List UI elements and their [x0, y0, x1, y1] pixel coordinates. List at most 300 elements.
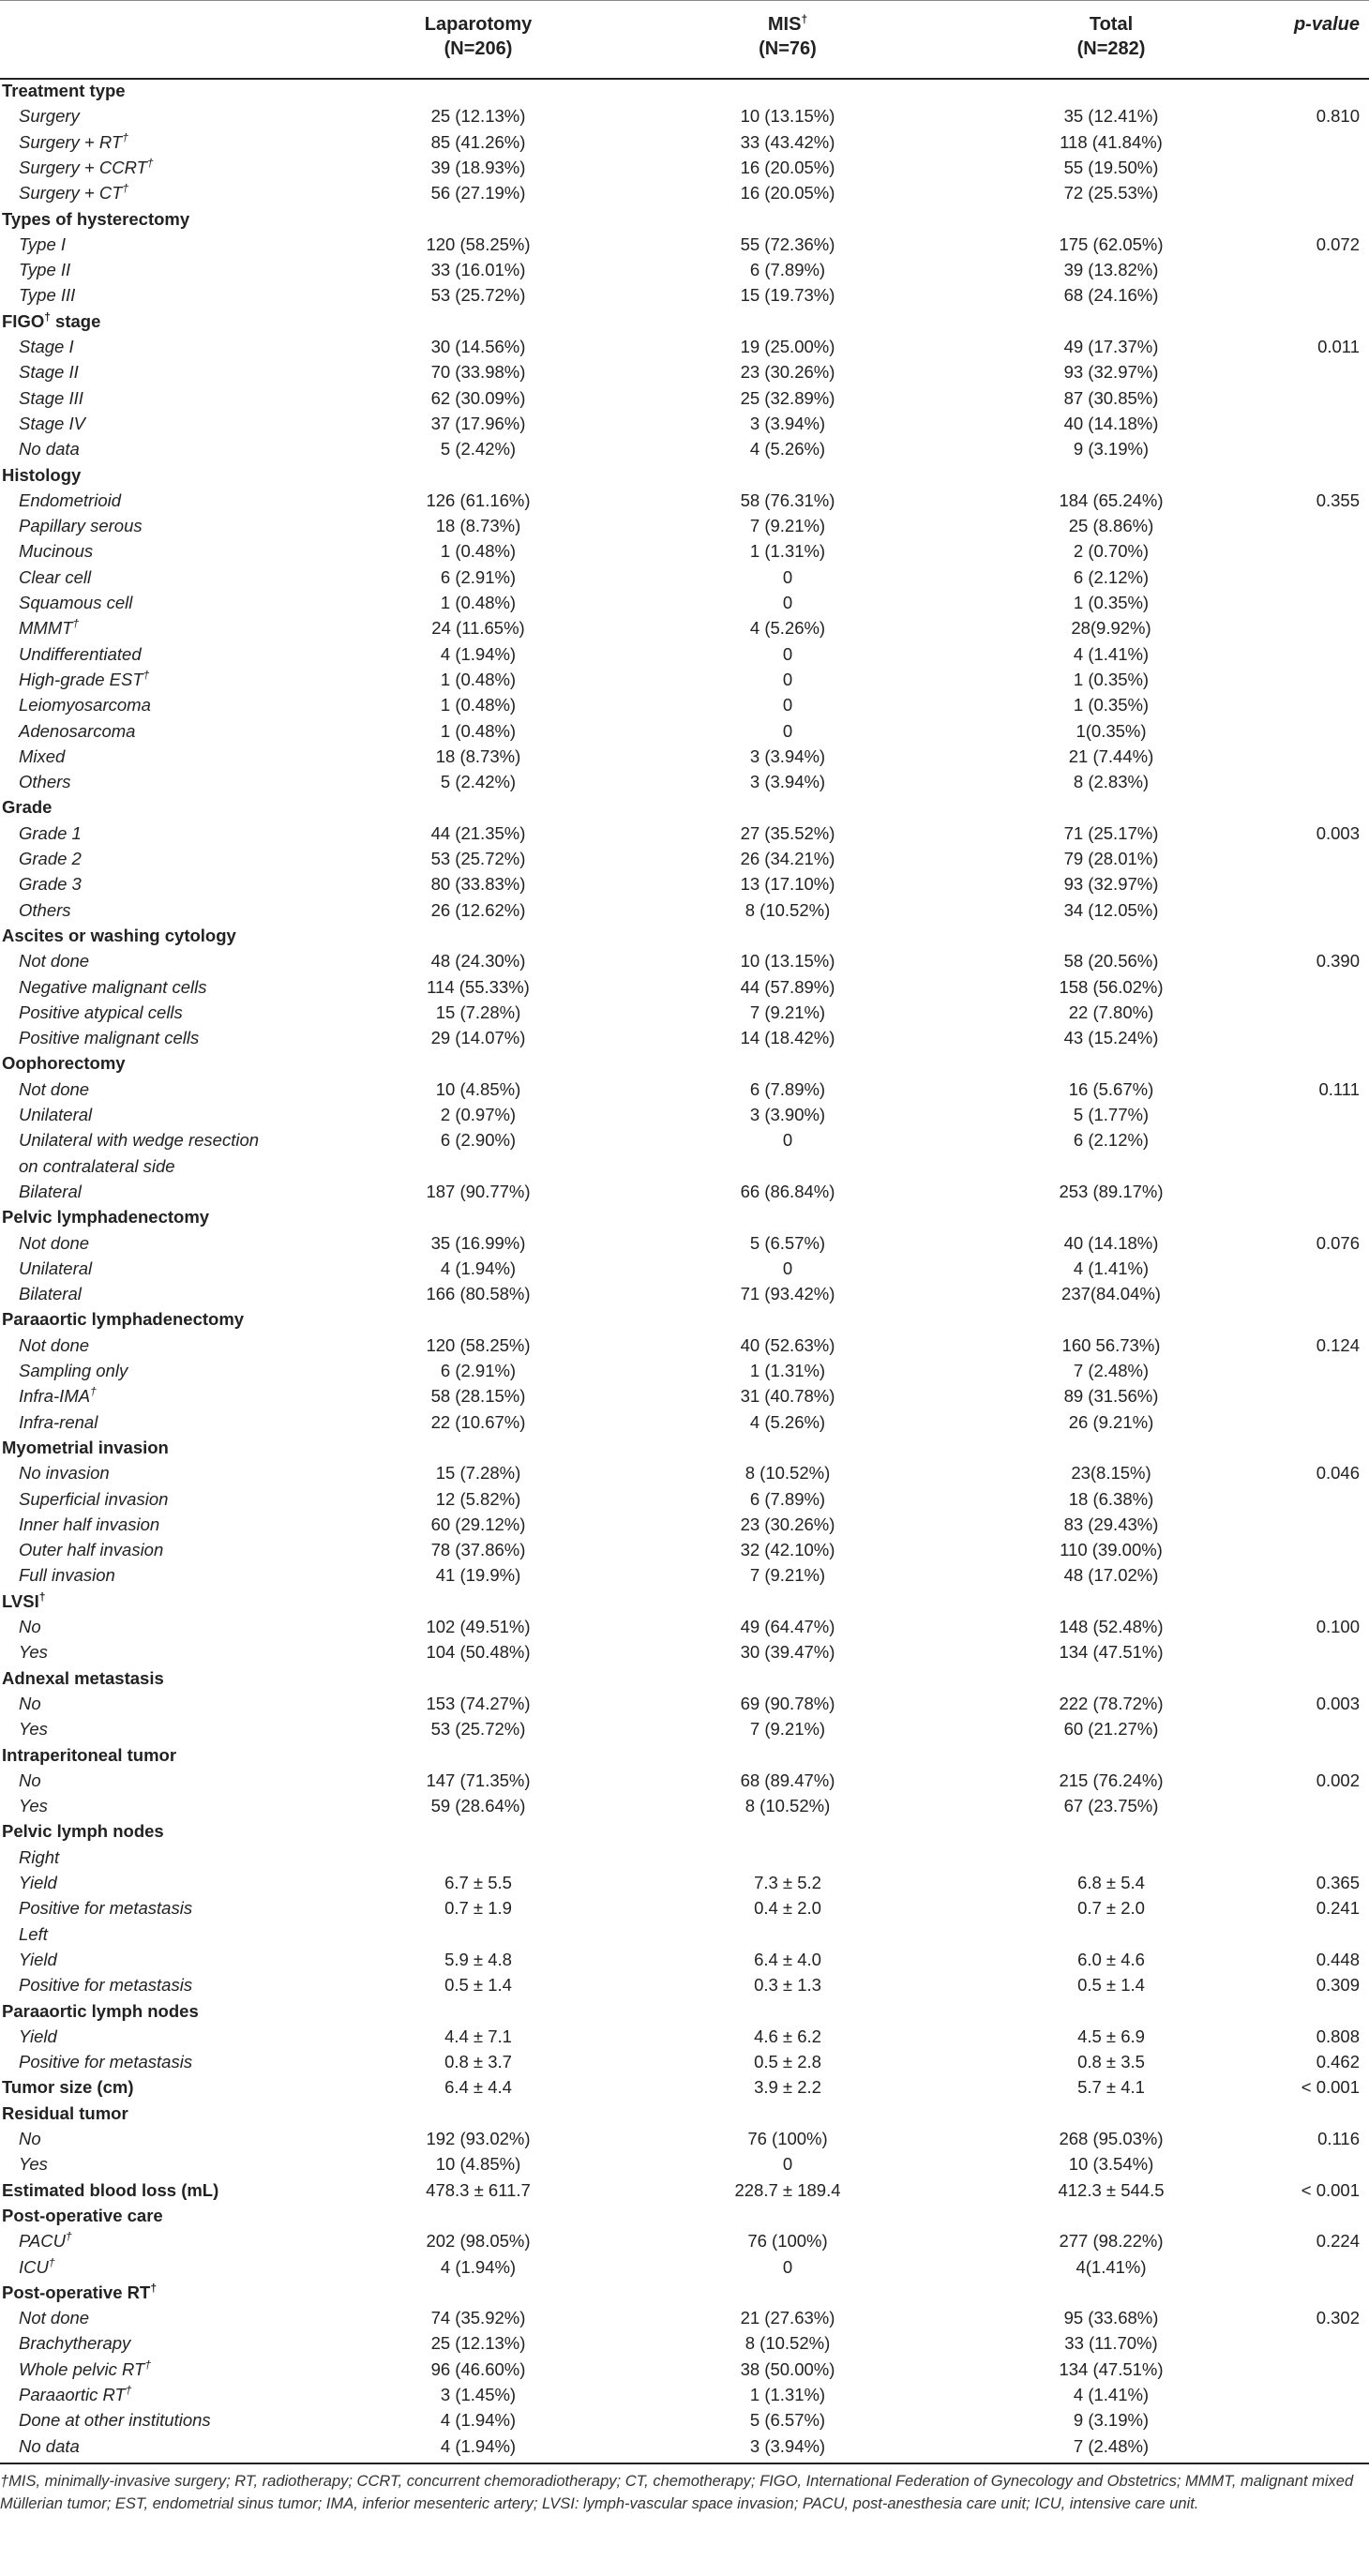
total-cell: 22 (7.80%) — [1068, 1002, 1154, 1022]
pvalue-cell: 0.003 — [1316, 1693, 1360, 1713]
dagger-mark: † — [72, 617, 80, 631]
mis-cell: 6 (7.89%) — [749, 1488, 826, 1509]
laparotomy-cell: 0.5 ± 1.4 — [444, 1975, 512, 1996]
pvalue-cell: 0.241 — [1316, 1898, 1360, 1919]
mis-cell: 4 (5.26%) — [749, 618, 826, 639]
footnote-line-2: Müllerian tumor; EST, endometrial sinus tumor; IMA, inferior mesenteric artery; LVSI: lymph-vascular space invasion; PACU, post-anesthesia care unit; ICU, intensive care unit. — [0, 2494, 1199, 2512]
laparotomy-cell: 0.8 ± 3.7 — [444, 2052, 512, 2072]
mis-cell: 40 (52.63%) — [740, 1334, 835, 1355]
laparotomy-cell: 6.7 ± 5.5 — [444, 1873, 512, 1892]
total-cell: 134 (47.51%) — [1059, 1642, 1164, 1663]
mis-cell: 21 (27.63%) — [740, 2308, 835, 2328]
row-label: Whole pelvic RT† — [19, 2358, 152, 2379]
section-label: Pelvic lymph nodes — [2, 1821, 164, 1842]
table-row — [0, 538, 1369, 564]
table-row — [0, 615, 1369, 640]
dagger-mark: † — [150, 2281, 157, 2295]
total-cell: 6.0 ± 4.6 — [1077, 1949, 1145, 1969]
mis-cell: 0 — [782, 2154, 793, 2175]
header-laparotomy — [356, 12, 600, 61]
section-row — [0, 1665, 1369, 1691]
table-row — [0, 1460, 1369, 1485]
table-row — [0, 2254, 1369, 2280]
pvalue-cell: 0.003 — [1316, 822, 1360, 843]
table-row — [0, 2357, 1369, 2382]
total-cell: 4 (1.41%) — [1073, 643, 1150, 664]
laparotomy-cell: 147 (71.35%) — [426, 1770, 531, 1790]
table-row — [0, 1921, 1369, 1947]
total-cell: 1 (0.35%) — [1073, 669, 1150, 689]
pvalue-cell: 0.365 — [1316, 1873, 1360, 1892]
pvalue-cell: 0.116 — [1317, 2129, 1360, 2148]
section-label: FIGO† stage — [2, 309, 101, 331]
laparotomy-cell: 48 (24.30%) — [430, 951, 526, 972]
row-label: Negative malignant cells — [19, 976, 207, 997]
table-row — [0, 1512, 1369, 1537]
total-cell: 148 (52.48%) — [1059, 1617, 1164, 1636]
mis-cell: 8 (10.52%) — [745, 1463, 831, 1484]
laparotomy-cell: 10 (4.85%) — [435, 2154, 521, 2175]
laparotomy-cell: 70 (33.98%) — [430, 362, 526, 383]
table-row — [0, 282, 1369, 308]
header-mis — [666, 12, 910, 61]
laparotomy-cell: 2 (0.97%) — [440, 1105, 517, 1124]
table-row — [0, 1256, 1369, 1281]
laparotomy-cell: 15 (7.28%) — [435, 1463, 521, 1484]
section-row — [0, 1998, 1369, 2024]
header-mis-label-line — [666, 12, 910, 37]
table-row — [0, 1793, 1369, 1818]
row-label: Positive for metastasis — [19, 1975, 193, 1996]
row-label: No — [19, 1693, 41, 1713]
mis-cell: 0.4 ± 2.0 — [754, 1898, 821, 1919]
table-row — [0, 2330, 1369, 2356]
table-footnote — [0, 2470, 1369, 2515]
total-cell: 55 (19.50%) — [1063, 157, 1159, 177]
section-label: Ascites or washing cytology — [2, 925, 236, 945]
header-total-n: (N=282) — [1076, 38, 1146, 59]
section-label: LVSI† — [2, 1589, 46, 1611]
table-row — [0, 1716, 1369, 1741]
total-cell: 268 (95.03%) — [1059, 2129, 1164, 2148]
total-cell: 0.8 ± 3.5 — [1077, 2052, 1145, 2072]
total-cell: 33 (11.70%) — [1064, 2333, 1158, 2354]
mis-cell: 3 (3.94%) — [749, 2435, 826, 2456]
table-row — [0, 1077, 1369, 1102]
row-label: Superficial invasion — [19, 1488, 169, 1509]
row-label: Grade 2 — [19, 849, 82, 868]
table-row — [0, 821, 1369, 846]
laparotomy-cell: 187 (90.77%) — [426, 1181, 531, 1201]
laparotomy-cell: 3 (1.45%) — [440, 2385, 517, 2404]
pvalue-cell: 0.076 — [1316, 1232, 1360, 1253]
laparotomy-cell: 6 (2.91%) — [440, 1361, 517, 1380]
row-label: Type III — [19, 285, 76, 306]
header-laparotomy-n: (N=206) — [444, 38, 513, 59]
dagger-mark: † — [48, 2255, 55, 2269]
table-row — [0, 667, 1369, 692]
mis-cell: 5 (6.57%) — [749, 2410, 826, 2431]
mis-cell: 0 — [782, 643, 793, 664]
row-label: Mixed — [19, 746, 66, 766]
section-row — [0, 1818, 1369, 1844]
total-cell: 412.3 ± 544.5 — [1058, 2179, 1165, 2200]
table-header — [0, 0, 1369, 80]
row-label: Unilateral with wedge resection — [19, 1130, 260, 1151]
pvalue-cell: 0.808 — [1316, 2026, 1360, 2046]
pvalue-cell: 0.111 — [1318, 1078, 1360, 1099]
row-label: Infra-renal — [19, 1411, 98, 1432]
mis-cell: 3 (3.90%) — [749, 1105, 826, 1124]
section-row — [0, 2280, 1369, 2305]
mis-cell: 6 (7.89%) — [749, 260, 826, 280]
total-cell: 49 (17.37%) — [1063, 337, 1159, 356]
table-row — [0, 1895, 1369, 1921]
row-label: Yield — [19, 1873, 57, 1892]
dagger-mark: † — [66, 2230, 72, 2244]
header-pvalue — [1247, 12, 1360, 37]
table-row — [0, 488, 1369, 513]
mis-cell: 3 (3.94%) — [749, 746, 826, 766]
mis-cell: 3 (3.94%) — [749, 413, 826, 433]
total-cell: 18 (6.38%) — [1068, 1488, 1154, 1509]
mis-cell: 32 (42.10%) — [740, 1540, 835, 1560]
row-label: Infra-IMA† — [19, 1385, 97, 1407]
laparotomy-cell: 4 (1.94%) — [440, 2435, 517, 2456]
pvalue-cell: < 0.001 — [1301, 2179, 1360, 2200]
laparotomy-cell: 18 (8.73%) — [435, 516, 521, 536]
row-label: No — [19, 2129, 41, 2148]
laparotomy-cell: 166 (80.58%) — [426, 1284, 531, 1304]
mis-cell: 44 (57.89%) — [740, 976, 835, 997]
row-label: Papillary serous — [19, 516, 143, 536]
row-label: No invasion — [19, 1463, 110, 1484]
total-cell: 79 (28.01%) — [1063, 849, 1159, 868]
total-cell: 83 (29.43%) — [1063, 1514, 1159, 1534]
laparotomy-cell: 120 (58.25%) — [426, 1334, 531, 1355]
laparotomy-cell: 4 (1.94%) — [440, 643, 517, 664]
section-label: Intraperitoneal tumor — [2, 1744, 177, 1765]
mis-cell: 0 — [782, 1130, 793, 1151]
row-label: Surgery + CT† — [19, 182, 129, 203]
dagger-mark: † — [90, 1385, 97, 1399]
laparotomy-cell: 4 (1.94%) — [440, 1258, 517, 1278]
table-row — [0, 513, 1369, 538]
laparotomy-cell: 153 (74.27%) — [426, 1693, 531, 1713]
total-cell: 4(1.41%) — [1076, 2256, 1147, 2277]
laparotomy-cell: 53 (25.72%) — [430, 849, 526, 868]
row-label: No data — [19, 439, 80, 459]
laparotomy-cell: 37 (17.96%) — [430, 413, 526, 433]
mis-cell: 0.3 ± 1.3 — [754, 1975, 821, 1996]
mis-cell: 7 (9.21%) — [749, 1719, 826, 1740]
total-cell: 4.5 ± 6.9 — [1077, 2026, 1145, 2046]
row-label: Stage II — [19, 362, 79, 383]
dagger-mark: † — [38, 1589, 46, 1604]
table-row — [0, 1972, 1369, 1997]
table-row — [0, 769, 1369, 794]
total-cell: 35 (12.41%) — [1063, 106, 1159, 127]
section-row — [0, 309, 1369, 334]
total-cell: 6.8 ± 5.4 — [1077, 1873, 1145, 1892]
section-label: Post-operative care — [2, 2205, 163, 2225]
mis-cell: 38 (50.00%) — [740, 2358, 835, 2379]
laparotomy-cell: 1 (0.48%) — [440, 593, 517, 612]
mis-cell: 3 (3.94%) — [749, 772, 826, 792]
dagger-mark: † — [44, 309, 51, 324]
table-row — [0, 1025, 1369, 1050]
total-cell: 2 (0.70%) — [1073, 541, 1150, 562]
row-label: Mucinous — [19, 541, 94, 562]
section-row — [0, 2101, 1369, 2126]
mis-cell: 23 (30.26%) — [740, 362, 835, 383]
row-label: Right — [19, 1846, 60, 1867]
table-row — [0, 2407, 1369, 2433]
row-label: Yield — [19, 2026, 57, 2046]
laparotomy-cell: 74 (35.92%) — [430, 2308, 526, 2328]
total-cell: 0.5 ± 1.4 — [1077, 1975, 1145, 1996]
mis-cell: 49 (64.47%) — [740, 1617, 835, 1636]
total-cell: 175 (62.05%) — [1059, 233, 1164, 254]
laparotomy-cell: 53 (25.72%) — [430, 1719, 526, 1740]
mis-cell: 27 (35.52%) — [740, 822, 835, 843]
table-row — [0, 359, 1369, 384]
total-cell: 134 (47.51%) — [1059, 2358, 1164, 2379]
section-label: Paraaortic lymphadenectomy — [2, 1309, 245, 1330]
row-label: Leiomyosarcoma — [19, 695, 151, 716]
table-row — [0, 948, 1369, 973]
total-cell: 160 56.73%) — [1061, 1334, 1161, 1355]
table-row — [0, 103, 1369, 128]
table-row — [0, 334, 1369, 359]
pvalue-cell: 0.448 — [1316, 1949, 1360, 1969]
section-label: Adnexal metastasis — [2, 1667, 164, 1688]
row-label: Grade 1 — [19, 822, 82, 843]
table-row — [0, 1383, 1369, 1409]
table-row — [0, 897, 1369, 923]
mis-cell: 10 (13.15%) — [740, 951, 835, 972]
table-row — [0, 232, 1369, 257]
laparotomy-cell: 56 (27.19%) — [430, 183, 526, 203]
table-row — [0, 2228, 1369, 2253]
table-row — [0, 1845, 1369, 1870]
pvalue-cell: 0.046 — [1316, 1463, 1360, 1484]
total-cell: 5 (1.77%) — [1073, 1105, 1150, 1124]
mis-cell: 7.3 ± 5.2 — [754, 1873, 821, 1892]
row-label: Stage I — [19, 337, 74, 356]
mis-cell: 8 (10.52%) — [745, 1796, 831, 1816]
mis-cell: 71 (93.42%) — [740, 1284, 835, 1304]
table-row — [0, 1281, 1369, 1306]
table-row — [0, 129, 1369, 155]
total-cell: 6 (2.12%) — [1073, 566, 1150, 587]
laparotomy-cell: 85 (41.26%) — [430, 131, 526, 152]
section-label: Tumor size (cm) — [2, 2077, 134, 2098]
laparotomy-cell: 4.4 ± 7.1 — [444, 2026, 512, 2046]
section-label: Histology — [2, 464, 82, 485]
row-label: Yes — [19, 2154, 48, 2175]
table-row — [0, 1486, 1369, 1512]
row-label: Full invasion — [19, 1565, 115, 1586]
row-label: Type I — [19, 233, 67, 254]
total-cell: 118 (41.84%) — [1060, 131, 1163, 152]
row-label: Inner half invasion — [19, 1514, 160, 1534]
laparotomy-cell: 39 (18.93%) — [430, 157, 526, 177]
mis-cell: 5 (6.57%) — [749, 1232, 826, 1253]
row-label: Not done — [19, 1078, 90, 1099]
total-cell: 110 (39.00%) — [1060, 1540, 1163, 1560]
pvalue-cell: 0.302 — [1316, 2308, 1360, 2328]
row-label: Positive for metastasis — [19, 1898, 193, 1919]
table-row — [0, 590, 1369, 615]
laparotomy-cell: 4 (1.94%) — [440, 2410, 517, 2431]
mis-cell: 19 (25.00%) — [740, 337, 835, 356]
section-row — [0, 1589, 1369, 1614]
total-cell: 9 (3.19%) — [1073, 2410, 1150, 2431]
laparotomy-cell: 33 (16.01%) — [430, 260, 526, 280]
section-row — [0, 1050, 1369, 1076]
mis-cell: 30 (39.47%) — [740, 1642, 835, 1663]
row-label: High-grade EST† — [19, 668, 150, 689]
pvalue-cell: 0.100 — [1316, 1617, 1360, 1636]
laparotomy-cell: 0.7 ± 1.9 — [444, 1898, 512, 1919]
mis-cell: 0 — [782, 566, 793, 587]
row-label: Unilateral — [19, 1105, 93, 1124]
row-label: PACU† — [19, 2230, 72, 2252]
total-cell: 1 (0.35%) — [1073, 695, 1150, 716]
section-label: Myometrial invasion — [2, 1437, 169, 1457]
total-cell: 23(8.15%) — [1071, 1463, 1151, 1484]
table-row — [0, 641, 1369, 667]
mis-cell: 55 (72.36%) — [740, 233, 835, 254]
laparotomy-cell: 5.9 ± 4.8 — [444, 1949, 512, 1969]
table-row — [0, 1000, 1369, 1025]
pvalue-cell: 0.309 — [1316, 1975, 1360, 1996]
table-row — [0, 436, 1369, 461]
pvalue-cell: 0.011 — [1317, 337, 1360, 356]
mis-cell: 7 (9.21%) — [749, 516, 826, 536]
table-row — [0, 1691, 1369, 1716]
laparotomy-cell: 53 (25.72%) — [430, 285, 526, 306]
total-cell: 253 (89.17%) — [1059, 1181, 1164, 1201]
section-row — [0, 2177, 1369, 2203]
total-cell: 40 (14.18%) — [1063, 1232, 1159, 1253]
row-label: Adenosarcoma — [19, 720, 136, 741]
pvalue-cell: 0.462 — [1316, 2052, 1360, 2072]
laparotomy-cell: 15 (7.28%) — [435, 1002, 521, 1022]
table-row — [0, 1614, 1369, 1639]
row-label: Unilateral — [19, 1258, 93, 1278]
row-label: Endometrioid — [19, 490, 122, 510]
laparotomy-cell: 44 (21.35%) — [430, 822, 526, 843]
section-label: Types of hysterectomy — [2, 208, 190, 229]
section-row — [0, 206, 1369, 232]
total-cell: 87 (30.85%) — [1063, 387, 1159, 408]
row-label: Undifferentiated — [19, 643, 142, 664]
mis-cell: 8 (10.52%) — [745, 899, 831, 920]
total-cell: 5.7 ± 4.1 — [1077, 2077, 1145, 2098]
row-label: Not done — [19, 1334, 90, 1355]
total-cell: 48 (17.02%) — [1063, 1565, 1159, 1586]
laparotomy-cell: 96 (46.60%) — [430, 2358, 526, 2379]
section-label: Estimated blood loss (mL) — [2, 2179, 219, 2200]
table-bottom-rule — [0, 2463, 1369, 2464]
total-cell: 40 (14.18%) — [1063, 413, 1159, 433]
total-cell: 237(84.04%) — [1061, 1284, 1161, 1304]
mis-cell: 8 (10.52%) — [745, 2333, 831, 2354]
table-row — [0, 871, 1369, 896]
pvalue-cell: 0.072 — [1316, 233, 1360, 254]
total-cell: 0.7 ± 2.0 — [1077, 1898, 1145, 1919]
row-label: Positive malignant cells — [19, 1028, 200, 1048]
mis-cell: 58 (76.31%) — [740, 490, 835, 510]
laparotomy-cell: 126 (61.16%) — [426, 490, 531, 510]
table-row — [0, 385, 1369, 411]
dagger-mark: † — [144, 2358, 152, 2372]
laparotomy-cell: 80 (33.83%) — [430, 874, 526, 895]
table-row — [0, 1127, 1369, 1152]
row-label: Others — [19, 899, 71, 920]
mis-cell: 25 (32.89%) — [740, 387, 835, 408]
laparotomy-cell: 62 (30.09%) — [430, 387, 526, 408]
dagger-mark: † — [146, 156, 154, 170]
total-cell: 222 (78.72%) — [1059, 1693, 1164, 1713]
total-cell: 34 (12.05%) — [1063, 899, 1159, 920]
total-cell: 277 (98.22%) — [1059, 2231, 1164, 2252]
mis-cell: 13 (17.10%) — [740, 874, 835, 895]
laparotomy-cell: 1 (0.48%) — [440, 669, 517, 689]
row-label: Surgery + CCRT† — [19, 156, 154, 177]
table-row — [0, 1409, 1369, 1435]
dagger-mark: † — [143, 668, 150, 682]
laparotomy-cell: 41 (19.9%) — [435, 1565, 521, 1586]
table-row — [0, 2126, 1369, 2151]
pvalue-cell: 0.390 — [1316, 951, 1360, 972]
mis-cell: 16 (20.05%) — [740, 183, 835, 203]
row-label: Stage III — [19, 387, 83, 408]
section-row — [0, 1306, 1369, 1332]
total-cell: 4 (1.41%) — [1073, 2385, 1150, 2404]
row-label: Yield — [19, 1949, 57, 1969]
total-cell: 58 (20.56%) — [1063, 951, 1159, 972]
mis-cell: 0 — [782, 669, 793, 689]
section-label: Grade — [2, 797, 53, 818]
row-label: MMMT† — [19, 617, 80, 639]
total-cell: 93 (32.97%) — [1063, 874, 1159, 895]
mis-cell: 26 (34.21%) — [740, 849, 835, 868]
section-label: Paraaortic lymph nodes — [2, 2000, 199, 2021]
laparotomy-cell: 25 (12.13%) — [430, 2333, 526, 2354]
table-row — [0, 692, 1369, 717]
total-cell: 6 (2.12%) — [1073, 1130, 1150, 1151]
header-total — [989, 12, 1233, 61]
row-label: Brachytherapy — [19, 2333, 131, 2354]
header-mis-dagger: † — [801, 12, 808, 26]
table-row — [0, 180, 1369, 205]
mis-cell: 69 (90.78%) — [740, 1693, 835, 1713]
dagger-mark: † — [122, 182, 129, 196]
table-row — [0, 1333, 1369, 1358]
laparotomy-cell: 10 (4.85%) — [435, 1078, 521, 1099]
total-cell: 16 (5.67%) — [1068, 1078, 1154, 1099]
mis-cell: 23 (30.26%) — [740, 1514, 835, 1534]
laparotomy-cell: 5 (2.42%) — [440, 772, 517, 792]
table-row — [0, 1102, 1369, 1127]
total-cell: 43 (15.24%) — [1063, 1028, 1159, 1048]
pvalue-cell: 0.810 — [1316, 106, 1360, 127]
table-row — [0, 1537, 1369, 1562]
laparotomy-cell: 24 (11.65%) — [431, 618, 525, 639]
